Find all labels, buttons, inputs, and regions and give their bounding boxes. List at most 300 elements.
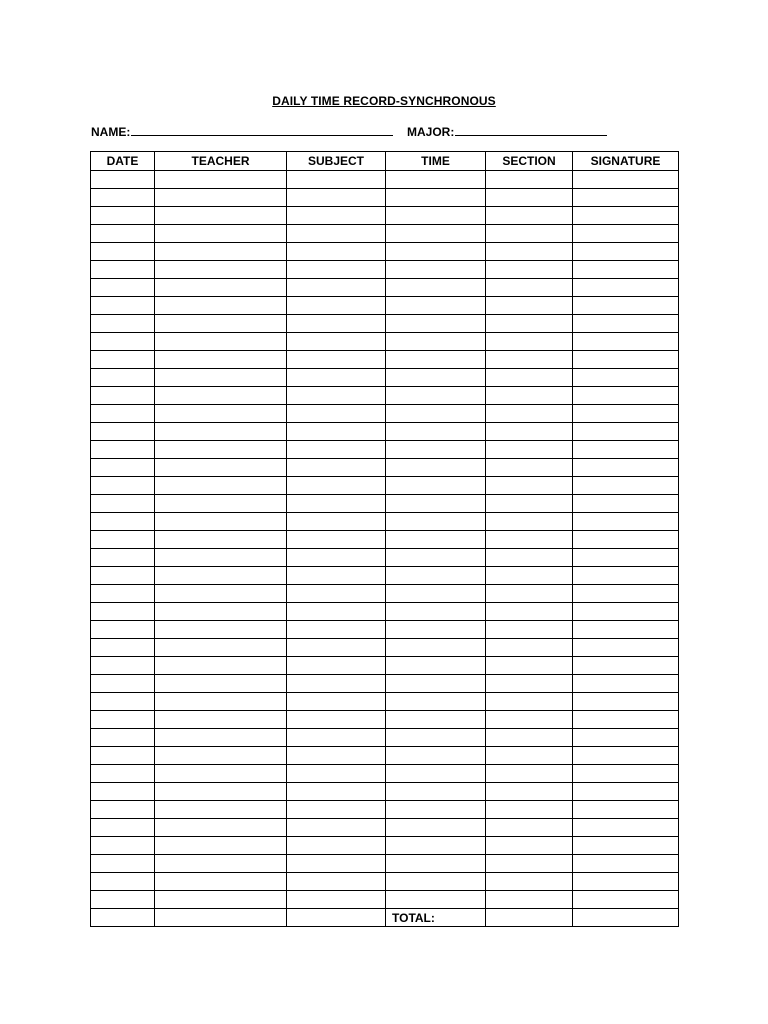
cell-signature[interactable]: [573, 621, 679, 639]
cell-date[interactable]: [91, 891, 155, 909]
cell-section[interactable]: [486, 495, 573, 513]
table-row: [91, 279, 679, 297]
cell-signature[interactable]: [573, 423, 679, 441]
table-row: [91, 531, 679, 549]
cell-date[interactable]: [91, 639, 155, 657]
table-body: [91, 171, 679, 927]
cell-date[interactable]: [91, 351, 155, 369]
cell-section[interactable]: [486, 693, 573, 711]
major-blank-line[interactable]: [455, 122, 607, 136]
cell-date[interactable]: [91, 333, 155, 351]
cell-teacher[interactable]: [155, 765, 287, 783]
table-row: [91, 423, 679, 441]
cell-signature[interactable]: [573, 315, 679, 333]
cell-signature[interactable]: [573, 513, 679, 531]
cell-teacher[interactable]: [155, 603, 287, 621]
cell-teacher[interactable]: [155, 657, 287, 675]
cell-section[interactable]: [486, 405, 573, 423]
major-field: [407, 122, 607, 139]
cell-signature[interactable]: [573, 675, 679, 693]
cell-subject[interactable]: [287, 873, 386, 891]
total-cell-teacher[interactable]: [155, 909, 287, 927]
cell-date[interactable]: [91, 261, 155, 279]
cell-date[interactable]: [91, 207, 155, 225]
cell-teacher[interactable]: [155, 261, 287, 279]
column-header-teacher: TEACHER: [155, 152, 287, 171]
cell-date[interactable]: [91, 729, 155, 747]
cell-time[interactable]: [386, 189, 486, 207]
cell-subject[interactable]: [287, 801, 386, 819]
cell-teacher[interactable]: [155, 639, 287, 657]
cell-subject[interactable]: [287, 261, 386, 279]
cell-teacher[interactable]: [155, 675, 287, 693]
cell-signature[interactable]: [573, 531, 679, 549]
cell-section[interactable]: [486, 423, 573, 441]
cell-time[interactable]: [386, 693, 486, 711]
name-field: [91, 122, 393, 139]
cell-signature[interactable]: [573, 405, 679, 423]
cell-subject[interactable]: [287, 783, 386, 801]
cell-subject[interactable]: [287, 387, 386, 405]
cell-section[interactable]: [486, 531, 573, 549]
cell-teacher[interactable]: [155, 585, 287, 603]
cell-teacher[interactable]: [155, 441, 287, 459]
cell-signature[interactable]: [573, 603, 679, 621]
cell-teacher[interactable]: [155, 333, 287, 351]
cell-subject[interactable]: [287, 567, 386, 585]
cell-date[interactable]: [91, 423, 155, 441]
column-header-time: TIME: [386, 152, 486, 171]
cell-signature[interactable]: [573, 783, 679, 801]
cell-signature[interactable]: [573, 567, 679, 585]
cell-date[interactable]: [91, 693, 155, 711]
cell-signature[interactable]: [573, 225, 679, 243]
cell-subject[interactable]: [287, 855, 386, 873]
cell-signature[interactable]: [573, 459, 679, 477]
cell-date[interactable]: [91, 873, 155, 891]
cell-date[interactable]: [91, 549, 155, 567]
cell-subject[interactable]: [287, 513, 386, 531]
cell-section[interactable]: [486, 369, 573, 387]
cell-time[interactable]: [386, 405, 486, 423]
cell-signature[interactable]: [573, 729, 679, 747]
cell-section[interactable]: [486, 711, 573, 729]
cell-signature[interactable]: [573, 585, 679, 603]
cell-subject[interactable]: [287, 531, 386, 549]
table-row: [91, 171, 679, 189]
cell-signature[interactable]: [573, 351, 679, 369]
cell-teacher[interactable]: [155, 387, 287, 405]
cell-signature[interactable]: [573, 891, 679, 909]
cell-signature[interactable]: [573, 243, 679, 261]
cell-subject[interactable]: [287, 207, 386, 225]
cell-section[interactable]: [486, 675, 573, 693]
table-row: [91, 567, 679, 585]
cell-date[interactable]: [91, 297, 155, 315]
cell-subject[interactable]: [287, 657, 386, 675]
cell-signature[interactable]: [573, 837, 679, 855]
cell-time[interactable]: [386, 873, 486, 891]
table-row: [91, 261, 679, 279]
cell-date[interactable]: [91, 171, 155, 189]
cell-teacher[interactable]: [155, 819, 287, 837]
cell-teacher[interactable]: [155, 711, 287, 729]
cell-date[interactable]: [91, 567, 155, 585]
cell-date[interactable]: [91, 513, 155, 531]
document-title: DAILY TIME RECORD-SYNCHRONOUS: [272, 94, 496, 108]
cell-subject[interactable]: [287, 585, 386, 603]
cell-subject[interactable]: [287, 405, 386, 423]
cell-teacher[interactable]: [155, 747, 287, 765]
cell-teacher[interactable]: [155, 495, 287, 513]
cell-date[interactable]: [91, 783, 155, 801]
cell-teacher[interactable]: [155, 369, 287, 387]
cell-date[interactable]: [91, 243, 155, 261]
cell-time[interactable]: [386, 261, 486, 279]
cell-subject[interactable]: [287, 441, 386, 459]
cell-teacher[interactable]: [155, 315, 287, 333]
cell-teacher[interactable]: [155, 513, 287, 531]
cell-signature[interactable]: [573, 495, 679, 513]
table-row: [91, 657, 679, 675]
cell-signature[interactable]: [573, 333, 679, 351]
cell-time[interactable]: [386, 495, 486, 513]
cell-subject[interactable]: [287, 621, 386, 639]
table-row: [91, 729, 679, 747]
table-row: [91, 585, 679, 603]
cell-teacher[interactable]: [155, 693, 287, 711]
cell-signature[interactable]: [573, 279, 679, 297]
cell-time[interactable]: [386, 747, 486, 765]
cell-section[interactable]: [486, 225, 573, 243]
cell-teacher[interactable]: [155, 621, 287, 639]
cell-signature[interactable]: [573, 297, 679, 315]
table-row: [91, 837, 679, 855]
cell-signature[interactable]: [573, 549, 679, 567]
cell-time[interactable]: [386, 891, 486, 909]
cell-subject[interactable]: [287, 279, 386, 297]
table-row: [91, 459, 679, 477]
cell-subject[interactable]: [287, 837, 386, 855]
table-row: [91, 711, 679, 729]
table-row: [91, 351, 679, 369]
cell-section[interactable]: [486, 459, 573, 477]
cell-date[interactable]: [91, 603, 155, 621]
cell-section[interactable]: [486, 639, 573, 657]
table-row: [91, 621, 679, 639]
cell-teacher[interactable]: [155, 801, 287, 819]
table-row: [91, 639, 679, 657]
table-row: [91, 819, 679, 837]
cell-section[interactable]: [486, 801, 573, 819]
cell-time[interactable]: [386, 351, 486, 369]
table-row: [91, 225, 679, 243]
cell-section[interactable]: [486, 567, 573, 585]
cell-signature[interactable]: [573, 477, 679, 495]
cell-time[interactable]: [386, 675, 486, 693]
cell-time[interactable]: [386, 369, 486, 387]
cell-time[interactable]: [386, 531, 486, 549]
cell-section[interactable]: [486, 513, 573, 531]
cell-signature[interactable]: [573, 747, 679, 765]
cell-section[interactable]: [486, 315, 573, 333]
cell-time[interactable]: [386, 819, 486, 837]
cell-time[interactable]: [386, 207, 486, 225]
total-cell-date[interactable]: [91, 909, 155, 927]
table-row: [91, 549, 679, 567]
cell-subject[interactable]: [287, 495, 386, 513]
cell-section[interactable]: [486, 207, 573, 225]
cell-section[interactable]: [486, 477, 573, 495]
table-row: [91, 243, 679, 261]
table-row: [91, 603, 679, 621]
table-row: [91, 873, 679, 891]
table-row: [91, 189, 679, 207]
cell-teacher[interactable]: [155, 891, 287, 909]
cell-teacher[interactable]: [155, 351, 287, 369]
table-row: [91, 783, 679, 801]
cell-signature[interactable]: [573, 711, 679, 729]
cell-time[interactable]: [386, 477, 486, 495]
table-row: [91, 693, 679, 711]
cell-section[interactable]: [486, 171, 573, 189]
table-row: [91, 747, 679, 765]
cell-teacher[interactable]: [155, 531, 287, 549]
cell-teacher[interactable]: [155, 459, 287, 477]
cell-section[interactable]: [486, 765, 573, 783]
cell-subject[interactable]: [287, 333, 386, 351]
cell-subject[interactable]: [287, 315, 386, 333]
name-blank-line[interactable]: [131, 122, 393, 136]
cell-subject[interactable]: [287, 369, 386, 387]
cell-date[interactable]: [91, 405, 155, 423]
cell-time[interactable]: [386, 603, 486, 621]
cell-time[interactable]: [386, 297, 486, 315]
column-header-subject: SUBJECT: [287, 152, 386, 171]
cell-signature[interactable]: [573, 693, 679, 711]
cell-subject[interactable]: [287, 225, 386, 243]
cell-subject[interactable]: [287, 297, 386, 315]
cell-time[interactable]: [386, 243, 486, 261]
cell-date[interactable]: [91, 837, 155, 855]
cell-time[interactable]: [386, 549, 486, 567]
cell-subject[interactable]: [287, 423, 386, 441]
cell-section[interactable]: [486, 819, 573, 837]
total-label: TOTAL:: [386, 909, 486, 927]
cell-teacher[interactable]: [155, 225, 287, 243]
total-cell-section[interactable]: [486, 909, 573, 927]
cell-date[interactable]: [91, 441, 155, 459]
cell-teacher[interactable]: [155, 855, 287, 873]
cell-section[interactable]: [486, 783, 573, 801]
cell-subject[interactable]: [287, 477, 386, 495]
cell-teacher[interactable]: [155, 873, 287, 891]
table-row: [91, 513, 679, 531]
cell-date[interactable]: [91, 711, 155, 729]
cell-section[interactable]: [486, 297, 573, 315]
cell-teacher[interactable]: [155, 189, 287, 207]
cell-section[interactable]: [486, 891, 573, 909]
table-row: [91, 495, 679, 513]
cell-subject[interactable]: [287, 171, 386, 189]
cell-date[interactable]: [91, 855, 155, 873]
cell-signature[interactable]: [573, 801, 679, 819]
total-row: [91, 909, 679, 927]
cell-time[interactable]: [386, 711, 486, 729]
cell-subject[interactable]: [287, 189, 386, 207]
cell-section[interactable]: [486, 621, 573, 639]
cell-date[interactable]: [91, 801, 155, 819]
cell-teacher[interactable]: [155, 405, 287, 423]
cell-time[interactable]: [386, 585, 486, 603]
cell-subject[interactable]: [287, 243, 386, 261]
cell-date[interactable]: [91, 189, 155, 207]
cell-subject[interactable]: [287, 765, 386, 783]
cell-subject[interactable]: [287, 729, 386, 747]
cell-signature[interactable]: [573, 171, 679, 189]
cell-teacher[interactable]: [155, 567, 287, 585]
cell-signature[interactable]: [573, 207, 679, 225]
column-header-section: SECTION: [486, 152, 573, 171]
cell-section[interactable]: [486, 261, 573, 279]
cell-signature[interactable]: [573, 873, 679, 891]
cell-time[interactable]: [386, 783, 486, 801]
cell-time[interactable]: [386, 801, 486, 819]
cell-subject[interactable]: [287, 459, 386, 477]
cell-section[interactable]: [486, 729, 573, 747]
cell-time[interactable]: [386, 171, 486, 189]
cell-date[interactable]: [91, 279, 155, 297]
cell-teacher[interactable]: [155, 171, 287, 189]
cell-section[interactable]: [486, 603, 573, 621]
cell-time[interactable]: [386, 423, 486, 441]
cell-section[interactable]: [486, 351, 573, 369]
cell-date[interactable]: [91, 531, 155, 549]
cell-date[interactable]: [91, 387, 155, 405]
cell-date[interactable]: [91, 747, 155, 765]
cell-date[interactable]: [91, 369, 155, 387]
cell-date[interactable]: [91, 765, 155, 783]
cell-signature[interactable]: [573, 261, 679, 279]
total-cell-signature[interactable]: [573, 909, 679, 927]
cell-time[interactable]: [386, 387, 486, 405]
table-row: [91, 477, 679, 495]
cell-time[interactable]: [386, 459, 486, 477]
cell-signature[interactable]: [573, 189, 679, 207]
cell-signature[interactable]: [573, 765, 679, 783]
cell-signature[interactable]: [573, 441, 679, 459]
cell-time[interactable]: [386, 513, 486, 531]
cell-date[interactable]: [91, 315, 155, 333]
cell-subject[interactable]: [287, 603, 386, 621]
cell-section[interactable]: [486, 279, 573, 297]
cell-date[interactable]: [91, 675, 155, 693]
cell-date[interactable]: [91, 819, 155, 837]
cell-signature[interactable]: [573, 369, 679, 387]
cell-date[interactable]: [91, 585, 155, 603]
table-row: [91, 315, 679, 333]
cell-subject[interactable]: [287, 891, 386, 909]
cell-section[interactable]: [486, 549, 573, 567]
cell-time[interactable]: [386, 441, 486, 459]
cell-teacher[interactable]: [155, 423, 287, 441]
cell-signature[interactable]: [573, 819, 679, 837]
cell-subject[interactable]: [287, 549, 386, 567]
cell-time[interactable]: [386, 837, 486, 855]
cell-subject[interactable]: [287, 747, 386, 765]
cell-time[interactable]: [386, 765, 486, 783]
cell-section[interactable]: [486, 585, 573, 603]
cell-section[interactable]: [486, 873, 573, 891]
cell-time[interactable]: [386, 279, 486, 297]
cell-date[interactable]: [91, 657, 155, 675]
cell-date[interactable]: [91, 225, 155, 243]
table-row: [91, 369, 679, 387]
cell-section[interactable]: [486, 855, 573, 873]
cell-signature[interactable]: [573, 855, 679, 873]
cell-time[interactable]: [386, 621, 486, 639]
cell-teacher[interactable]: [155, 207, 287, 225]
cell-teacher[interactable]: [155, 837, 287, 855]
table-row: [91, 765, 679, 783]
time-record-table: [90, 151, 679, 927]
cell-teacher[interactable]: [155, 243, 287, 261]
cell-teacher[interactable]: [155, 549, 287, 567]
cell-teacher[interactable]: [155, 783, 287, 801]
cell-date[interactable]: [91, 621, 155, 639]
cell-time[interactable]: [386, 315, 486, 333]
cell-time[interactable]: [386, 855, 486, 873]
total-cell-subject[interactable]: [287, 909, 386, 927]
table-row: [91, 441, 679, 459]
cell-subject[interactable]: [287, 639, 386, 657]
cell-section[interactable]: [486, 837, 573, 855]
cell-time[interactable]: [386, 333, 486, 351]
cell-signature[interactable]: [573, 387, 679, 405]
cell-section[interactable]: [486, 333, 573, 351]
cell-date[interactable]: [91, 477, 155, 495]
cell-section[interactable]: [486, 243, 573, 261]
cell-section[interactable]: [486, 441, 573, 459]
cell-subject[interactable]: [287, 693, 386, 711]
cell-time[interactable]: [386, 729, 486, 747]
table-row: [91, 891, 679, 909]
cell-time[interactable]: [386, 657, 486, 675]
cell-time[interactable]: [386, 225, 486, 243]
cell-subject[interactable]: [287, 675, 386, 693]
cell-section[interactable]: [486, 387, 573, 405]
cell-section[interactable]: [486, 189, 573, 207]
cell-subject[interactable]: [287, 711, 386, 729]
cell-date[interactable]: [91, 495, 155, 513]
cell-date[interactable]: [91, 459, 155, 477]
cell-section[interactable]: [486, 657, 573, 675]
cell-subject[interactable]: [287, 351, 386, 369]
table-row: [91, 855, 679, 873]
cell-teacher[interactable]: [155, 477, 287, 495]
cell-subject[interactable]: [287, 819, 386, 837]
cell-signature[interactable]: [573, 639, 679, 657]
cell-teacher[interactable]: [155, 729, 287, 747]
cell-section[interactable]: [486, 747, 573, 765]
cell-teacher[interactable]: [155, 279, 287, 297]
table-row: [91, 801, 679, 819]
cell-teacher[interactable]: [155, 297, 287, 315]
cell-signature[interactable]: [573, 657, 679, 675]
table-row: [91, 387, 679, 405]
cell-time[interactable]: [386, 567, 486, 585]
cell-time[interactable]: [386, 639, 486, 657]
